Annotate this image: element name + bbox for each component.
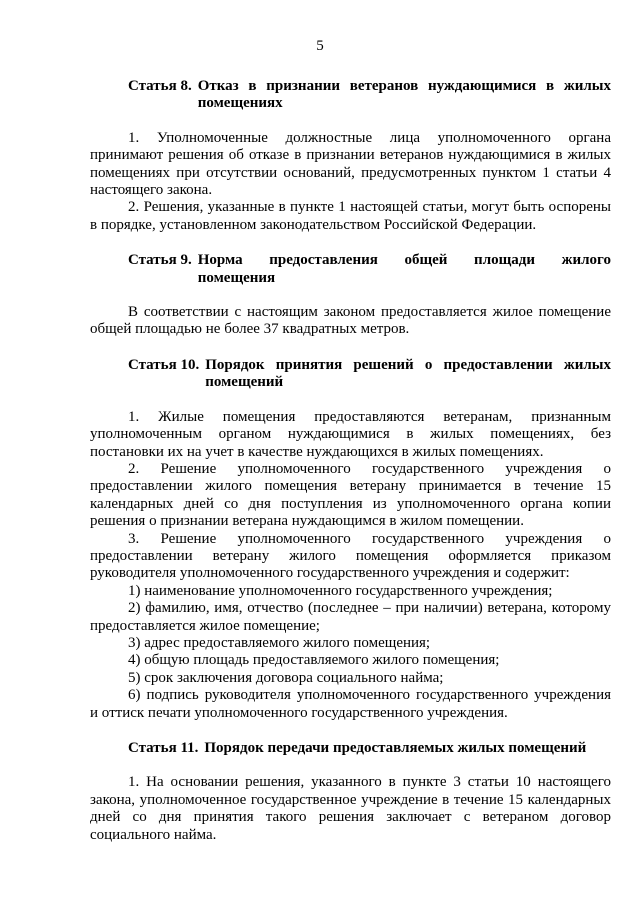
article-heading <box>128 740 611 757</box>
article-title <box>205 357 611 392</box>
list-item: 5) срок заключения договора социального найма; <box>128 669 444 686</box>
paragraph: 3. Решение уполномоченного государственного учреждения о предоставлении ветерану жилого помещения оформляется приказом руководителя уполномоченного государственного учреждения и содержит: <box>90 530 611 582</box>
article-title <box>198 252 611 287</box>
list-item: 3) адрес предоставляемого жилого помещения; <box>128 634 431 651</box>
article-title-line: Порядок передачи предоставляемых жилых помещений <box>204 740 587 756</box>
paragraph: 2. Решение уполномоченного государственного учреждения о предоставлении жилого помещения ветерану принимается в течение 15 календарных дней со дня поступления из уполномоченного органа копии решения о признании ветерана нуждающимся в жилом помещении. <box>90 460 611 530</box>
paragraph: 1. Жилые помещения предоставляются ветеранам, признанным уполномоченным органом нуждающимися в жилых помещениях, без постановки их на учет в качестве нуждающихся в жилых помещениях. <box>90 408 611 460</box>
list-item: 6) подпись руководителя уполномоченного государственного учреждения и оттиск печати уполномоченного государственного учреждения. <box>90 687 611 721</box>
paragraph: В соответствии с настоящим законом предоставляется жилое помещение общей площадью не более 37 квадратных метров. <box>90 304 611 338</box>
paragraph: 2. Решения, указанные в пункте 1 настоящей статьи, могут быть оспорены в порядке, установленном законодательством Российской Федерации. <box>90 199 611 233</box>
article-8 <box>90 78 611 234</box>
article-10 <box>90 357 611 722</box>
paragraph: 1. На основании решения, указанного в пункте 3 статьи 10 настоящего закона, уполномоченное государственное учреждение в течение 15 календарных дней со дня принятия такого решения заключает с ветераном договор социального найма. <box>90 774 611 843</box>
page-number: 5 <box>316 38 324 54</box>
document-body <box>90 78 611 844</box>
article-title-line: Отказ в признании ветеранов нуждающимися в жилых <box>197 78 611 94</box>
article-title-line: помещения <box>197 269 276 286</box>
article-heading <box>128 357 611 392</box>
paragraph: 1. Уполномоченные должностные лица уполномоченного органа принимают решения об отказе в признании ветеранов нуждающимися в жилых помещениях при отсутствии оснований, предусмотренных пунктом 1 статьи 4 настоящего закона. <box>90 129 611 199</box>
article-9 <box>90 252 611 339</box>
article-11 <box>90 740 611 844</box>
list-item: 2) фамилию, имя, отчество (последнее – при наличии) ветерана, которому предоставляется жилое помещение; <box>90 600 611 634</box>
article-number: Статья 10. <box>128 356 200 373</box>
article-title-line: Норма предоставления общей площади жилого <box>197 252 611 269</box>
article-number: Статья 11. <box>128 740 199 756</box>
article-number: Статья 8. <box>128 78 192 94</box>
article-title-line: помещениях <box>197 95 283 112</box>
article-title-line: Порядок принятия решений о предоставлении жилых <box>205 356 611 373</box>
article-title <box>204 740 611 757</box>
article-title <box>198 78 611 113</box>
article-heading <box>128 252 611 287</box>
list-item: 4) общую площадь предоставляемого жилого помещения; <box>128 652 500 669</box>
article-title-line: помещений <box>205 374 284 391</box>
article-heading <box>128 78 611 113</box>
article-number: Статья 9. <box>128 252 192 269</box>
list-item: 1) наименование уполномоченного государственного учреждения; <box>128 582 553 599</box>
